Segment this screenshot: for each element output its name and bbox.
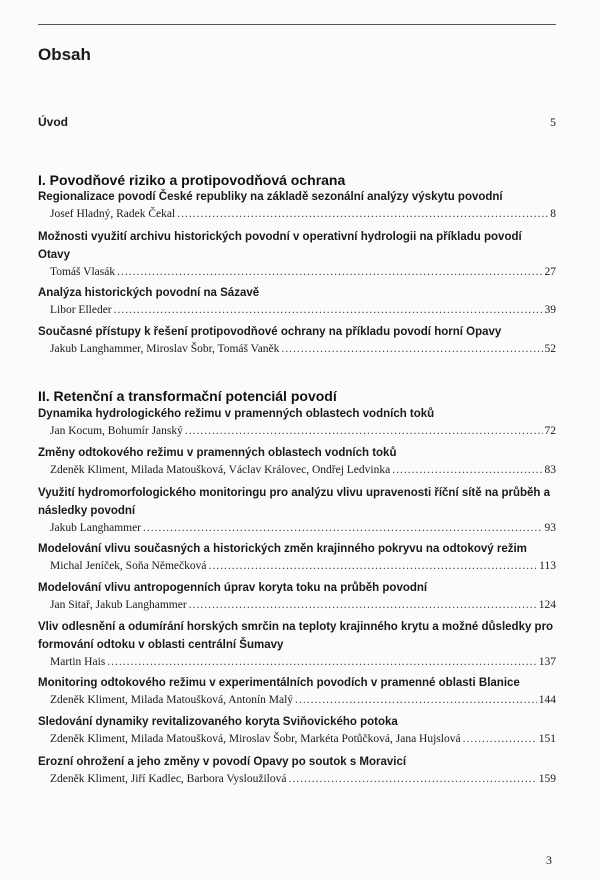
entry-authors: Josef Hladný, Radek Čekal bbox=[50, 208, 176, 220]
toc-entry bbox=[38, 405, 556, 440]
dot-leader bbox=[177, 206, 548, 223]
intro-page-number: 5 bbox=[550, 115, 556, 129]
entry-title: Současné přístupy k řešení protipovodňové ochrany na příkladu povodí horní Opavy bbox=[38, 326, 502, 338]
entry-page-number: 159 bbox=[538, 773, 556, 785]
page-folio-number: 3 bbox=[546, 853, 552, 867]
dot-leader bbox=[208, 558, 537, 575]
toc-entry bbox=[38, 618, 556, 671]
dot-leader bbox=[392, 462, 542, 479]
entry-page-number: 72 bbox=[544, 425, 556, 437]
dot-leader bbox=[107, 654, 536, 671]
entry-authors: Martin Hais bbox=[50, 656, 106, 668]
entry-authors: Michal Jeníček, Soňa Němečková bbox=[50, 560, 207, 572]
toc-entry bbox=[38, 713, 556, 748]
dot-leader bbox=[295, 692, 537, 709]
dot-leader bbox=[281, 341, 542, 358]
entry-authors: Libor Elleder bbox=[50, 304, 112, 316]
toc-entry bbox=[38, 579, 556, 614]
entry-page-number: 113 bbox=[539, 560, 556, 572]
entry-authors: Zdeněk Kliment, Milada Matoušková, Antonín Malý bbox=[50, 694, 294, 706]
entry-title: Vliv odlesnění a odumírání horských smrčin na teploty krajinného krytu a možné důsledky pro formování odtoku v oblasti centrální Šumavy bbox=[38, 621, 554, 651]
entry-title: Monitoring odtokového režimu v experimentálních povodích v pramenné oblasti Blanice bbox=[38, 677, 520, 689]
toc-entry bbox=[38, 753, 556, 788]
entry-title: Dynamika hydrologického režimu v pramenných oblastech vodních toků bbox=[38, 408, 435, 420]
entry-page-number: 137 bbox=[538, 656, 556, 668]
entry-page-number: 39 bbox=[544, 304, 556, 316]
entry-title: Modelování vlivu antropogenních úprav koryta toku na průběh povodní bbox=[38, 582, 428, 594]
entry-authors: Jakub Langhammer, Miroslav Šobr, Tomáš Vaněk bbox=[50, 343, 280, 355]
toc-entry bbox=[38, 323, 556, 358]
entry-authors: Jan Kocum, Bohumír Janský bbox=[50, 425, 183, 437]
entry-title: Využití hydromorfologického monitoringu pro analýzu vlivu upravenosti říční sítě na průběh a následky povodní bbox=[38, 487, 551, 517]
dot-leader bbox=[463, 731, 537, 748]
dot-leader bbox=[114, 302, 543, 319]
intro-title: Úvod bbox=[38, 115, 68, 129]
entry-authors: Zdeněk Kliment, Jiří Kadlec, Barbora Vysloužilová bbox=[50, 773, 287, 785]
entry-title: Analýza historických povodní na Sázavě bbox=[38, 287, 260, 299]
section-title: II. Retenční a transformační potenciál povodí bbox=[38, 388, 337, 404]
entry-page-number: 8 bbox=[550, 208, 556, 220]
dot-leader bbox=[143, 520, 542, 537]
entry-authors: Tomáš Vlasák bbox=[50, 266, 116, 278]
toc-entry-intro bbox=[38, 115, 556, 130]
toc-entry bbox=[38, 228, 556, 281]
toc-entry bbox=[38, 540, 556, 575]
dot-leader bbox=[189, 597, 537, 614]
entry-title: Modelování vlivu současných a historických změn krajinného pokryvu na odtokový režim bbox=[38, 543, 527, 555]
entry-page-number: 124 bbox=[538, 599, 556, 611]
toc-entry bbox=[38, 484, 556, 537]
toc-entry bbox=[38, 284, 556, 319]
entry-title: Změny odtokového režimu v pramenných oblastech vodních toků bbox=[38, 447, 397, 459]
page-title: Obsah bbox=[38, 45, 91, 64]
entry-page-number: 27 bbox=[544, 266, 556, 278]
dot-leader bbox=[117, 264, 542, 281]
dot-leader bbox=[185, 423, 543, 440]
entry-page-number: 144 bbox=[538, 694, 556, 706]
entry-title: Erozní ohrožení a jeho změny v povodí Opavy po soutok s Moravicí bbox=[38, 756, 407, 768]
entry-page-number: 93 bbox=[544, 522, 556, 534]
top-rule bbox=[38, 24, 556, 25]
entry-authors: Zdeněk Kliment, Milada Matoušková, Miroslav Šobr, Markéta Potůčková, Jana Hujslová bbox=[50, 733, 461, 745]
entry-title: Možnosti využití archivu historických povodní v operativní hydrologii na příkladu povodí Otavy bbox=[38, 231, 522, 261]
entry-page-number: 151 bbox=[538, 733, 556, 745]
toc-entry bbox=[38, 674, 556, 709]
toc-entry bbox=[38, 188, 556, 223]
entry-authors: Zdeněk Kliment, Milada Matoušková, Václav Královec, Ondřej Ledvinka bbox=[50, 464, 391, 476]
dot-leader bbox=[288, 771, 536, 788]
entry-title: Regionalizace povodí České republiky na základě sezonální analýzy výskytu povodní bbox=[38, 191, 503, 203]
entry-page-number: 52 bbox=[544, 343, 556, 355]
entry-title: Sledování dynamiky revitalizovaného koryta Sviňovického potoka bbox=[38, 716, 398, 728]
entry-authors: Jakub Langhammer bbox=[50, 522, 142, 534]
entry-authors: Jan Sitař, Jakub Langhammer bbox=[50, 599, 187, 611]
entry-page-number: 83 bbox=[544, 464, 556, 476]
toc-entry bbox=[38, 444, 556, 479]
section-title: I. Povodňové riziko a protipovodňová ochrana bbox=[38, 172, 346, 188]
